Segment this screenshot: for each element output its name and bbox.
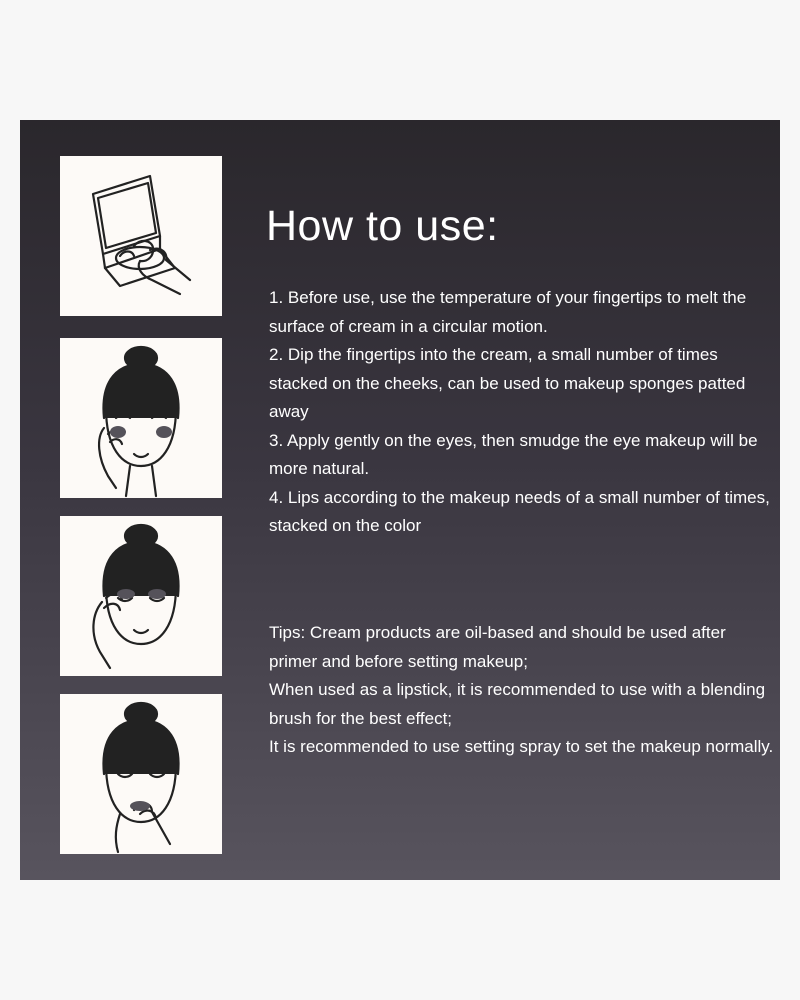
step-3: 3. Apply gently on the eyes, then smudge the eye makeup will be more natural. xyxy=(269,430,758,478)
compact-fingertip-icon xyxy=(60,156,222,316)
tip-1: Tips: Cream products are oil-based and should be used after primer and before setting makeup; xyxy=(269,623,726,671)
instruction-panel xyxy=(20,120,780,880)
step-4: 4. Lips according to the makeup needs of a small number of times, stacked on the color xyxy=(269,487,770,535)
tip-3: It is recommended to use setting spray to set the makeup normally. xyxy=(269,737,774,756)
tip-2: When used as a lipstick, it is recommended to use with a blending brush for the best effect; xyxy=(269,680,766,728)
lip-application-icon xyxy=(60,694,222,854)
eye-application-icon xyxy=(60,516,222,676)
cheek-application-icon xyxy=(60,338,222,498)
step-2: 2. Dip the fingertips into the cream, a small number of times stacked on the cheeks, can be used to makeup sponges patted away xyxy=(269,345,746,421)
page-title: How to use: xyxy=(266,202,499,250)
step-1: 1. Before use, use the temperature of your fingertips to melt the surface of cream in a circular motion. xyxy=(269,288,747,336)
steps-list xyxy=(269,284,774,541)
tips-block xyxy=(269,619,774,762)
